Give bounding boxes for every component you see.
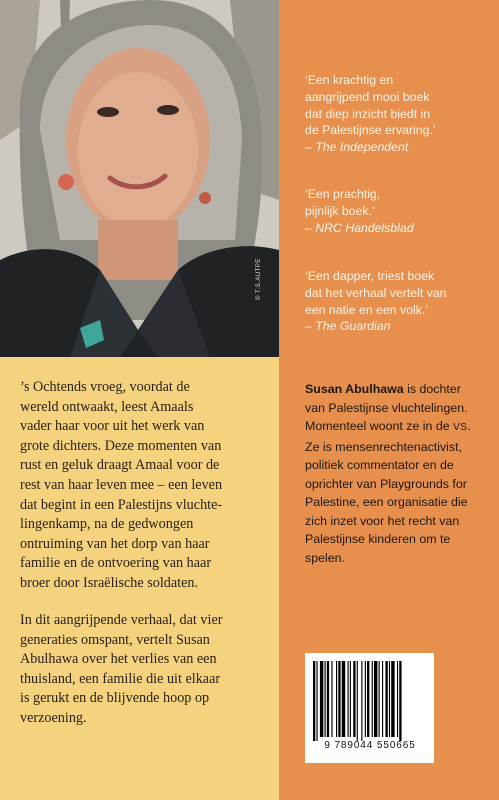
barcode-bar: [331, 661, 332, 737]
quote-source: – The Independent: [305, 140, 409, 155]
quote-source: – NRC Handelsblad: [305, 220, 414, 235]
barcode-bar: [357, 661, 358, 741]
barcode-bar: [379, 661, 380, 737]
barcode-bar: [399, 661, 401, 741]
author-photo-illustration: [0, 0, 279, 357]
barcode-bar: [325, 661, 326, 737]
barcode-bar: [397, 661, 398, 737]
review-quote-independent: ‘Een krachtig en aangrijpend mooi boek dat diep inzicht biedt in de Palestijnse ervaring.’ – The Independent: [305, 72, 490, 156]
barcode-bar: [365, 661, 366, 737]
isbn-barcode: [305, 653, 434, 763]
barcode-bar: [338, 661, 340, 737]
barcode-bar: [374, 661, 377, 737]
author-bio: Susan Abulhawa is dochter van Palestijnse vluchtelingen. Momenteel woont ze in de VS. Ze is mensenrechtenactivist, politiek commentator en de oprichter van Playgrounds for Palestine, een organisatie die zich inzet voor het recht van Palestijnse kinderen om te spelen.: [305, 382, 471, 565]
barcode-bar: [361, 661, 362, 741]
barcode-bar: [327, 661, 329, 737]
review-quote-nrc: ‘Een prachtig, pijnlijk boek.’ – NRC Handelsblad: [305, 186, 490, 236]
author-name: Susan Abulhawa: [305, 382, 404, 396]
blurb-paragraph-1: ’s Ochtends vroeg, voordat de wereld ontwaakt, leest Amaals vader haar voor uit het werk van grote dichters. Deze momenten van rust en geluk draagt Amaal voor de rest van haar leven mee – een leven dat begint in een Palestijns vluchte- lingenkamp, na de gedwongen ontruiming van het dorp van haar familie en de ontvoering van haar broer door Israëlische soldaten.: [20, 379, 223, 591]
isbn-number: 9 789044 550665: [324, 740, 416, 751]
blurb-paragraph-2: In dit aangrijpende verhaal, dat vier generaties omspant, vertelt Susan Abulhawa over het verlies van een thuisland, een familie die uit elkaar is gerukt en de blijvende hoop op verzoening.: [20, 612, 223, 726]
barcode-bar: [372, 661, 373, 737]
barcode-bar: [353, 661, 355, 737]
barcode-bar: [342, 661, 345, 737]
author-photo: [0, 0, 279, 357]
barcode-bar: [385, 661, 387, 737]
barcode-bar: [350, 661, 351, 737]
quote-source: – The Guardian: [305, 319, 391, 334]
barcode-bar: [382, 661, 383, 737]
barcode-bar: [348, 661, 349, 737]
barcode-bar: [389, 661, 390, 737]
review-quote-guardian: ‘Een dapper, triest boek dat het verhaal vertelt van een natie en een volk.’ – The Guardian: [305, 268, 490, 335]
barcode-bars: [311, 661, 429, 741]
barcode-bar: [391, 661, 394, 737]
barcode-bar: [320, 661, 323, 737]
barcode-bar: [313, 661, 315, 741]
photo-credit: © T.S.AUTPE: [256, 258, 262, 300]
barcode-bar: [367, 661, 369, 737]
barcode-bar: [336, 661, 337, 737]
barcode-bar: [316, 661, 317, 741]
